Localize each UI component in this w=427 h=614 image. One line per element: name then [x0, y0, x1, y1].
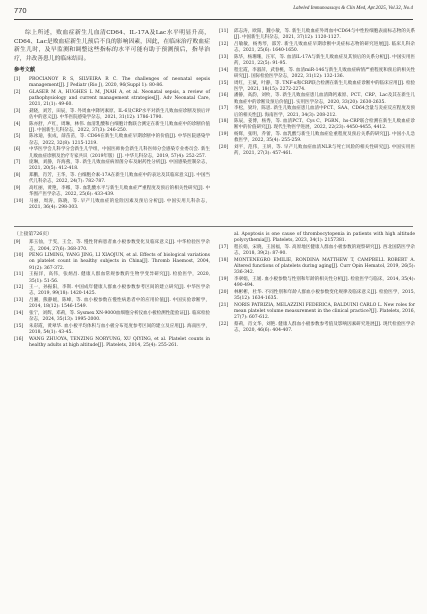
reference-text: 中华医学会儿科学分会新生儿学组，中国医师协会新生儿科医师分会感染专业委员会. 新生儿败血症诊断及治疗专家共识（2019年版）[J]. 中华儿科杂志，2019, 57(4): 252-257. — [29, 147, 210, 159]
header-rule — [14, 19, 413, 20]
reference-number: [18] — [219, 257, 229, 263]
reference-list-left — [14, 77, 210, 212]
reference-text: 陈亦舒，卢红，周琳，林伟. 血清乳酸和白细胞计数联合测定在新生儿败血症中的诊断价值[J]. 中国新生儿科杂志，2022, 37(3): 246-250. — [29, 121, 210, 133]
reference-text: 周红，王斌，叶静，等. TNF-α和CRP联合检测在新生儿败血症诊断中的临床应用[J]. 检验医学，2021, 18(15): 2272-2274. — [234, 80, 415, 92]
reference-number: [10] — [14, 198, 24, 204]
reference-item — [219, 290, 415, 303]
reference-number: [20] — [219, 289, 229, 295]
reference-item — [219, 55, 415, 68]
reference-text: 刘平，范伟，王妍，等. 早产儿败血症血清NLR与死亡风险的相关性研究[J]. 中国实用医药，2021, 27(3): 457-461. — [234, 145, 415, 157]
reference-text: 吕敏敏，杨秀琴，邵芳. 新生儿败血症早期诊断中炎症标志物的研究进展[J]. 临床儿科杂志，2021, 25(6): 1640-1650. — [234, 41, 415, 54]
reference-text: PROCIANOY R S, SILVEIRA R C. The challenges of neonatal sepsis management[J]. J Pediatr (Rio J), 2020, 96(Suppl 1): 80-86. — [29, 76, 210, 88]
reference-item — [219, 81, 415, 94]
reference-text: 庞琳，刘静，许海燕，等. 新生儿败血症病原菌分布及耐药性分析[J]. 中国感染控制杂志，2021, 20(5): 412-418. — [29, 160, 210, 172]
reference-number: [15] — [219, 80, 229, 86]
reference-number: [10] — [14, 253, 24, 259]
reference-text: NORIS PATRIZIA, MELAZZINI FEDERICA, BALDUINI CARLO L. New roles for mean platelet volume measurement in the clinical practice?[J]. Platelets, 2016, 27(7): 607-612. — [234, 302, 415, 321]
reference-item — [219, 277, 415, 290]
reference-text: 林彬彬，杜华. 不同性别和年龄人群血小板参数变化规律及临床意义[J]. 检验医学，2015, 35(12): 1634-1635. — [234, 289, 415, 302]
reference-text: 程长娟，宋晓，王国福，等. 高原地区健康人群血小板参数的观察研究[J]. 西北国防医学杂志，2018, 39(2): 87-90. — [234, 244, 415, 257]
reference-item — [14, 173, 210, 186]
reference-item — [219, 42, 415, 55]
reference-item — [14, 199, 210, 212]
continued-right-column — [219, 232, 415, 335]
reference-number: [16] — [14, 336, 24, 342]
reference-item — [219, 106, 415, 119]
reference-item — [219, 232, 415, 245]
reference-item — [219, 119, 415, 132]
reference-number: [11] — [14, 272, 24, 278]
reference-item — [14, 311, 210, 324]
continued-left-column — [14, 232, 210, 350]
reference-text: 蔡莉，肖文华，刘艳. 健康人群血小板参数参考值及影响因素研究进展[J]. 现代检验医学杂志，2020, 46(6): 404-407. — [234, 321, 415, 334]
reference-text: PENG LIMING, YANG JING, LI XIAOJUN, et al. Effects of biological variations on platelet count in healthy subjects in China[J]. Thromb Haemost, 2004, 91(2): 367-372. — [29, 253, 210, 271]
reference-item — [14, 240, 210, 253]
reference-number: [19] — [219, 132, 229, 138]
reference-item — [14, 147, 210, 160]
reference-number: [6] — [14, 147, 21, 153]
reference-item — [14, 109, 210, 122]
reference-number: [4] — [14, 121, 21, 127]
reference-text: 陈华，杨珊珊，汪军，等. 血清IL-17A与新生儿败血症及其预后的关系分析[J]. 中国实用医药，2021, 22(5): 91-95. — [234, 54, 415, 67]
page-number: 770 — [14, 6, 27, 15]
reference-number: [13] — [219, 54, 229, 60]
reference-text: 吕湘，熊静媛，陈峰，等. 血小板参数在慢性病患者中的应用价值[J]. 中国实验诊断学，2014, 18(12): 1546-1549. — [29, 298, 210, 310]
reference-item — [14, 272, 210, 285]
reference-number: [12] — [219, 41, 229, 47]
summary-paragraph: 综上所述，败血症新生儿血清CD64、IL-17A及Lac水平明显升高，CD64、Lac是败血症新生儿预后不良的影响因素，因此，在临床治疗败血症新生儿时，及早监测和调整这些指标的水平可能有助于预测预后，指导治疗，并改善患儿的临床结局。 — [14, 30, 210, 62]
reference-item — [14, 90, 210, 109]
reference-item — [14, 285, 210, 298]
reference-text: 陈辰，姜博，杨秀，等. 血清PCT、Cys C、PGRN、hs-CRP联合检测在新生儿败血症诊断中的价值研究[J]. 现代生物医学进展，2022, 22(23): 4450-4455, 4412. — [234, 119, 415, 131]
reference-item — [219, 93, 415, 106]
running-header — [14, 6, 413, 18]
reference-item — [219, 145, 415, 158]
reference-number: [22] — [219, 321, 229, 327]
right-column — [219, 29, 415, 158]
reference-text: 高红丽，黄艳，李娜，等. 血乳酸水平与新生儿败血症严重程度及预后的相关性研究[J]. 中华围产医学杂志，2022, 25(6): 433-439. — [29, 186, 210, 198]
reference-text: 陈冰迪，张成，薛苗苗，等. CD64在新生儿败血症早期诊断中的价值[J]. 中华医院感染学杂志，2022, 32(8): 1215-1219. — [29, 134, 210, 146]
reference-text: 郑鹏，肖芳，王华，等. 白细胞介素-17A在新生儿败血症中的表达及其临床意义[J]. 中国当代儿科杂志，2022, 24(7): 782-787. — [29, 173, 210, 185]
reference-text: GLASER M A, HUGHES L M, JNAH A, et al. Neonatal sepsis, a review of pathophysiology and current management strategies[J]. Adv Neonatal Care, 2021, 21(1): 49-60. — [29, 89, 210, 108]
reference-text: 邱志涛，欧阳，魏小敏，等. 新生儿败血症外周血中CD64与中性粒细胞表面标志物的关系[J]. 中国新生儿科杂志，2021, 37(12): 1120-1127. — [234, 29, 415, 41]
reference-item — [219, 29, 415, 42]
reference-number: [2] — [14, 89, 21, 95]
reference-number: [9] — [14, 186, 21, 191]
reference-text: 王振洋，高伟，张炳昌. 健康人群血常规参数的生物学变异研究[J]. 检验医学，2020, 35(1): 51-56. — [29, 272, 210, 284]
reference-number: [17] — [219, 106, 229, 112]
reference-item — [219, 258, 415, 277]
reference-number: [5] — [14, 134, 21, 140]
reference-text: 杨辉，张明，乔蕾，等. 血乳酸与新生儿败血症危重程度及预后关系的研究[J]. 中国小儿急救医学，2022, 35(4): 255-259. — [234, 132, 415, 144]
reference-item — [14, 186, 210, 199]
reference-item — [14, 134, 210, 147]
reference-number: [17] — [219, 244, 229, 250]
reference-number: [9] — [14, 240, 21, 246]
reference-text: 聂晓，刘芳，田辰，等. 外周血中降钙素原、IL-6及CRP水平对新生儿败血症诊断及预后评估中的意义[J]. 中华医院感染学杂志，2021, 31(12): 1786-1790. — [29, 108, 210, 120]
reference-text: 李翠娟，王媛. 血小板参数与性别和年龄的相关性分析[J]. 检验医学与临床，2014, 35(4): 490-494. — [234, 276, 415, 289]
reference-text: 程宏霞，李淑萍，武春桃，等. 血清miR-146与新生儿败血症病情严重程度和预后的相关性研究[J]. 国际检验医学杂志，2022, 31(12): 132-136. — [234, 67, 415, 79]
reference-text: 马丽，周涛，陈晓，等. 早产儿败血症的危险因素及预后分析[J]. 中国实用儿科杂志，2021, 36(4): 298-303. — [29, 198, 210, 211]
references-heading: 参考文献 — [14, 67, 36, 74]
continued-list-right — [219, 232, 415, 334]
reference-number: [13] — [14, 298, 24, 304]
reference-list-right — [219, 29, 415, 158]
reference-item — [14, 253, 210, 272]
reference-text: WANG ZHUOYA, TENZING NORYUNG, XU QIYING, et al. Platelet counts in healthy adults at high altitude[J]. Platelets, 2014, 25(4): 255-261. — [29, 336, 210, 348]
reference-number: [8] — [14, 173, 21, 179]
reference-text: 王一，孙振阳，李斯. 中国成年健康人群血小板参数参考区间的建立研究[J]. 中华医学杂志，2019, 99(18): 1420-1425. — [29, 285, 210, 297]
reference-item — [14, 324, 210, 337]
reference-text: al. Apoptosis is one cause of thrombocytopenia in patients with high altitude polycythemia[J]. Platelets, 2023, 34(1): 2157381. — [234, 232, 415, 244]
reference-item — [14, 122, 210, 135]
reference-text: MONTENEGRO EMILIE, RONDINA MATTHEW T, CAMPBELL ROBERT A. Altered functions of platelets during aging[J]. Curr Opin Hematol, 2019, 26(5): 336-342. — [234, 257, 415, 276]
reference-text: 李松，梁玲，陈思. 新生儿败血症患儿血清中PCT、SAA、CD64含量与炎症反应程度及预后的相关性[J]. 海南医学，2021, 34(3): 208-212. — [234, 106, 415, 118]
section-divider — [14, 226, 413, 227]
reference-number: [16] — [219, 93, 229, 99]
left-column — [14, 29, 210, 212]
reference-item — [219, 68, 415, 81]
continued-heading: （上接第726页） — [14, 232, 52, 237]
reference-text: 郑玉仙，于雯，王全，等. 慢性肾病患者血小板参数变化及临床意义[J]. 中华检验医学杂志，2004, 27(6): 368-370. — [29, 240, 210, 252]
reference-text: 潘静，高韵，刘枚，等. 新生儿败血症患儿血清降钙素原、PCT、CRP、Lac及其在新生儿败血症中的诊断及预后价值[J]. 实用医学杂志，2020, 33(20): 2630-2635. — [234, 93, 415, 105]
reference-number: [14] — [219, 67, 229, 73]
reference-number: [15] — [14, 323, 24, 329]
reference-number: [21] — [219, 302, 229, 308]
reference-item — [219, 322, 415, 335]
reference-item — [14, 160, 210, 173]
reference-text: 朱彩霞，黄翠华. 血小板平均体积与血小板分布宽度参考区间的建立及应用[J]. 海南医学，2018, 54(1): 43-45. — [29, 323, 210, 336]
reference-number: [19] — [219, 276, 229, 282]
reference-number: [20] — [219, 145, 229, 151]
reference-number: [14] — [14, 310, 24, 316]
reference-text: 张宁，刘辉，邓莉，等. Sysmex XN-9000血细胞分析仪血小板检测性能验证[J]. 临床检验杂志，2024, 35(13): 1995-2000. — [29, 310, 210, 323]
reference-number: [18] — [219, 119, 229, 125]
reference-item — [14, 298, 210, 311]
reference-number: [3] — [14, 108, 21, 114]
reference-item — [219, 303, 415, 322]
reference-item — [219, 132, 415, 145]
journal-title: Labeled Immunoassays & Clin Med, Apr.2025, Vol.32, No.4 — [293, 6, 413, 11]
reference-item — [14, 77, 210, 90]
reference-number: [1] — [14, 76, 21, 82]
reference-item — [219, 245, 415, 258]
reference-number: [11] — [219, 29, 229, 34]
reference-number: [7] — [14, 160, 21, 166]
reference-number: [12] — [14, 285, 24, 291]
continued-list-left — [14, 240, 210, 349]
reference-item — [14, 337, 210, 350]
